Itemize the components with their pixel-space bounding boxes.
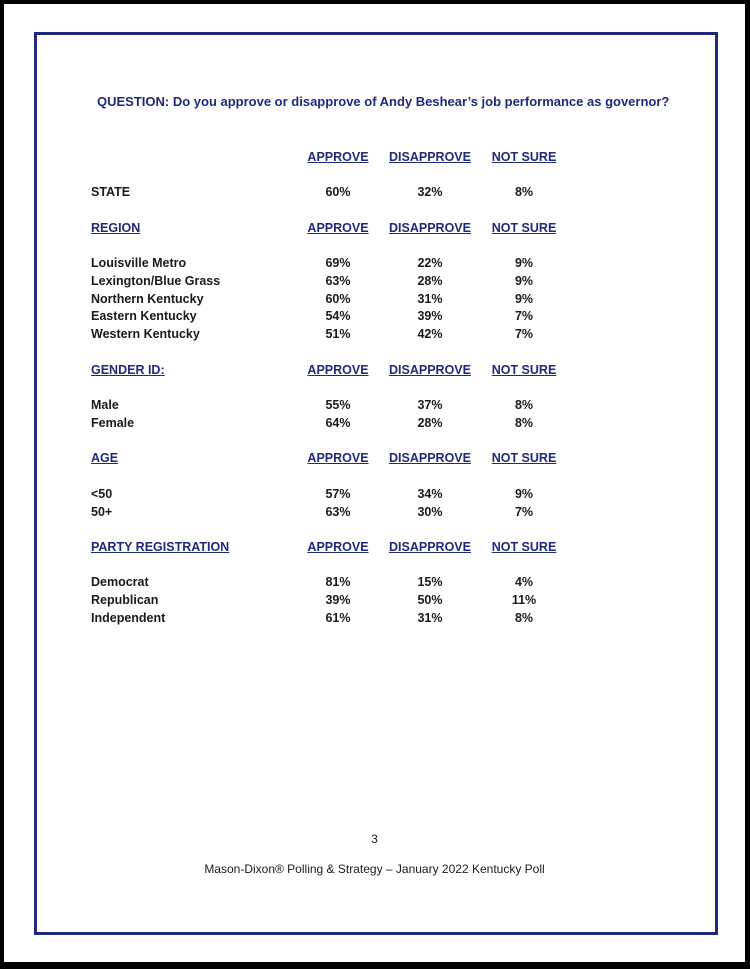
column-not-sure: NOT SURE xyxy=(491,221,557,235)
column-not-sure: NOT SURE xyxy=(491,150,557,164)
row-label: Independent xyxy=(91,611,166,625)
not-sure-value: 9% xyxy=(514,292,534,306)
table-row xyxy=(4,611,745,629)
disapprove-value: 50% xyxy=(417,593,443,607)
section-header-region xyxy=(4,221,745,239)
row-label: 50+ xyxy=(91,505,113,519)
disapprove-value: 42% xyxy=(417,327,443,341)
approve-value: 60% xyxy=(325,292,351,306)
column-approve: APPROVE xyxy=(307,363,369,377)
not-sure-value: 11% xyxy=(511,593,537,607)
approve-value: 81% xyxy=(325,575,351,589)
disapprove-value: 31% xyxy=(417,292,443,306)
column-disapprove: DISAPPROVE xyxy=(389,363,471,377)
not-sure-value: 9% xyxy=(514,487,534,501)
section-header-gender xyxy=(4,363,745,381)
approve-value: 69% xyxy=(325,256,351,270)
state-row xyxy=(4,185,745,203)
disapprove-value: 30% xyxy=(417,505,443,519)
column-not-sure: NOT SURE xyxy=(491,540,557,554)
disapprove-value: 22% xyxy=(417,256,443,270)
disapprove-value: 34% xyxy=(417,487,443,501)
section-header-party xyxy=(4,540,745,558)
section-title: PARTY REGISTRATION xyxy=(91,540,230,554)
footer-source: Mason-Dixon® Polling & Strategy – January 2022 Kentucky Poll xyxy=(204,862,545,876)
document-page xyxy=(4,4,745,962)
section-title: REGION xyxy=(91,221,141,235)
table-row xyxy=(4,256,745,274)
disapprove-value: 32% xyxy=(417,185,443,199)
approve-value: 61% xyxy=(325,611,351,625)
table-row xyxy=(4,398,745,416)
table-row xyxy=(4,416,745,434)
approve-value: 57% xyxy=(325,487,351,501)
not-sure-value: 7% xyxy=(514,327,534,341)
row-label: Female xyxy=(91,416,135,430)
column-disapprove: DISAPPROVE xyxy=(389,150,471,164)
not-sure-value: 8% xyxy=(514,611,534,625)
table-row xyxy=(4,593,745,611)
row-label: Democrat xyxy=(91,575,149,589)
column-disapprove: DISAPPROVE xyxy=(389,451,471,465)
approve-value: 54% xyxy=(325,309,351,323)
disapprove-value: 28% xyxy=(417,416,443,430)
section-title: GENDER ID: xyxy=(91,363,165,377)
row-label: Louisville Metro xyxy=(91,256,187,270)
row-label: Eastern Kentucky xyxy=(91,309,197,323)
row-label: Western Kentucky xyxy=(91,327,200,341)
row-label: <50 xyxy=(91,487,113,501)
page-number: 3 xyxy=(371,832,378,846)
row-label: Male xyxy=(91,398,119,412)
approve-value: 55% xyxy=(325,398,351,412)
disapprove-value: 31% xyxy=(417,611,443,625)
row-label: Northern Kentucky xyxy=(91,292,204,306)
approve-value: 51% xyxy=(325,327,351,341)
column-approve: APPROVE xyxy=(307,221,369,235)
table-row xyxy=(4,487,745,505)
disapprove-value: 28% xyxy=(417,274,443,288)
not-sure-value: 8% xyxy=(514,398,534,412)
not-sure-value: 8% xyxy=(514,416,534,430)
row-label: Lexington/Blue Grass xyxy=(91,274,221,288)
column-disapprove: DISAPPROVE xyxy=(389,540,471,554)
column-approve: APPROVE xyxy=(307,150,369,164)
column-approve: APPROVE xyxy=(307,540,369,554)
column-disapprove: DISAPPROVE xyxy=(389,221,471,235)
table-row xyxy=(4,309,745,327)
column-approve: APPROVE xyxy=(307,451,369,465)
row-label: Republican xyxy=(91,593,159,607)
row-label: STATE xyxy=(91,185,131,199)
table-row xyxy=(4,327,745,345)
column-not-sure: NOT SURE xyxy=(491,363,557,377)
approve-value: 63% xyxy=(325,505,351,519)
question-text: QUESTION: Do you approve or disapprove of Andy Beshear’s job performance as governor? xyxy=(97,94,670,109)
section-header-age xyxy=(4,451,745,469)
not-sure-value: 9% xyxy=(514,256,534,270)
not-sure-value: 9% xyxy=(514,274,534,288)
not-sure-value: 7% xyxy=(514,505,534,519)
approve-value: 64% xyxy=(325,416,351,430)
disapprove-value: 15% xyxy=(417,575,443,589)
approve-value: 39% xyxy=(325,593,351,607)
table-row xyxy=(4,505,745,523)
disapprove-value: 39% xyxy=(417,309,443,323)
approve-value: 63% xyxy=(325,274,351,288)
section-title: AGE xyxy=(91,451,119,465)
not-sure-value: 8% xyxy=(514,185,534,199)
column-header-row xyxy=(4,150,745,168)
table-row xyxy=(4,292,745,310)
not-sure-value: 7% xyxy=(514,309,534,323)
approve-value: 60% xyxy=(325,185,351,199)
column-not-sure: NOT SURE xyxy=(491,451,557,465)
disapprove-value: 37% xyxy=(417,398,443,412)
table-row xyxy=(4,575,745,593)
table-row xyxy=(4,274,745,292)
not-sure-value: 4% xyxy=(514,575,534,589)
